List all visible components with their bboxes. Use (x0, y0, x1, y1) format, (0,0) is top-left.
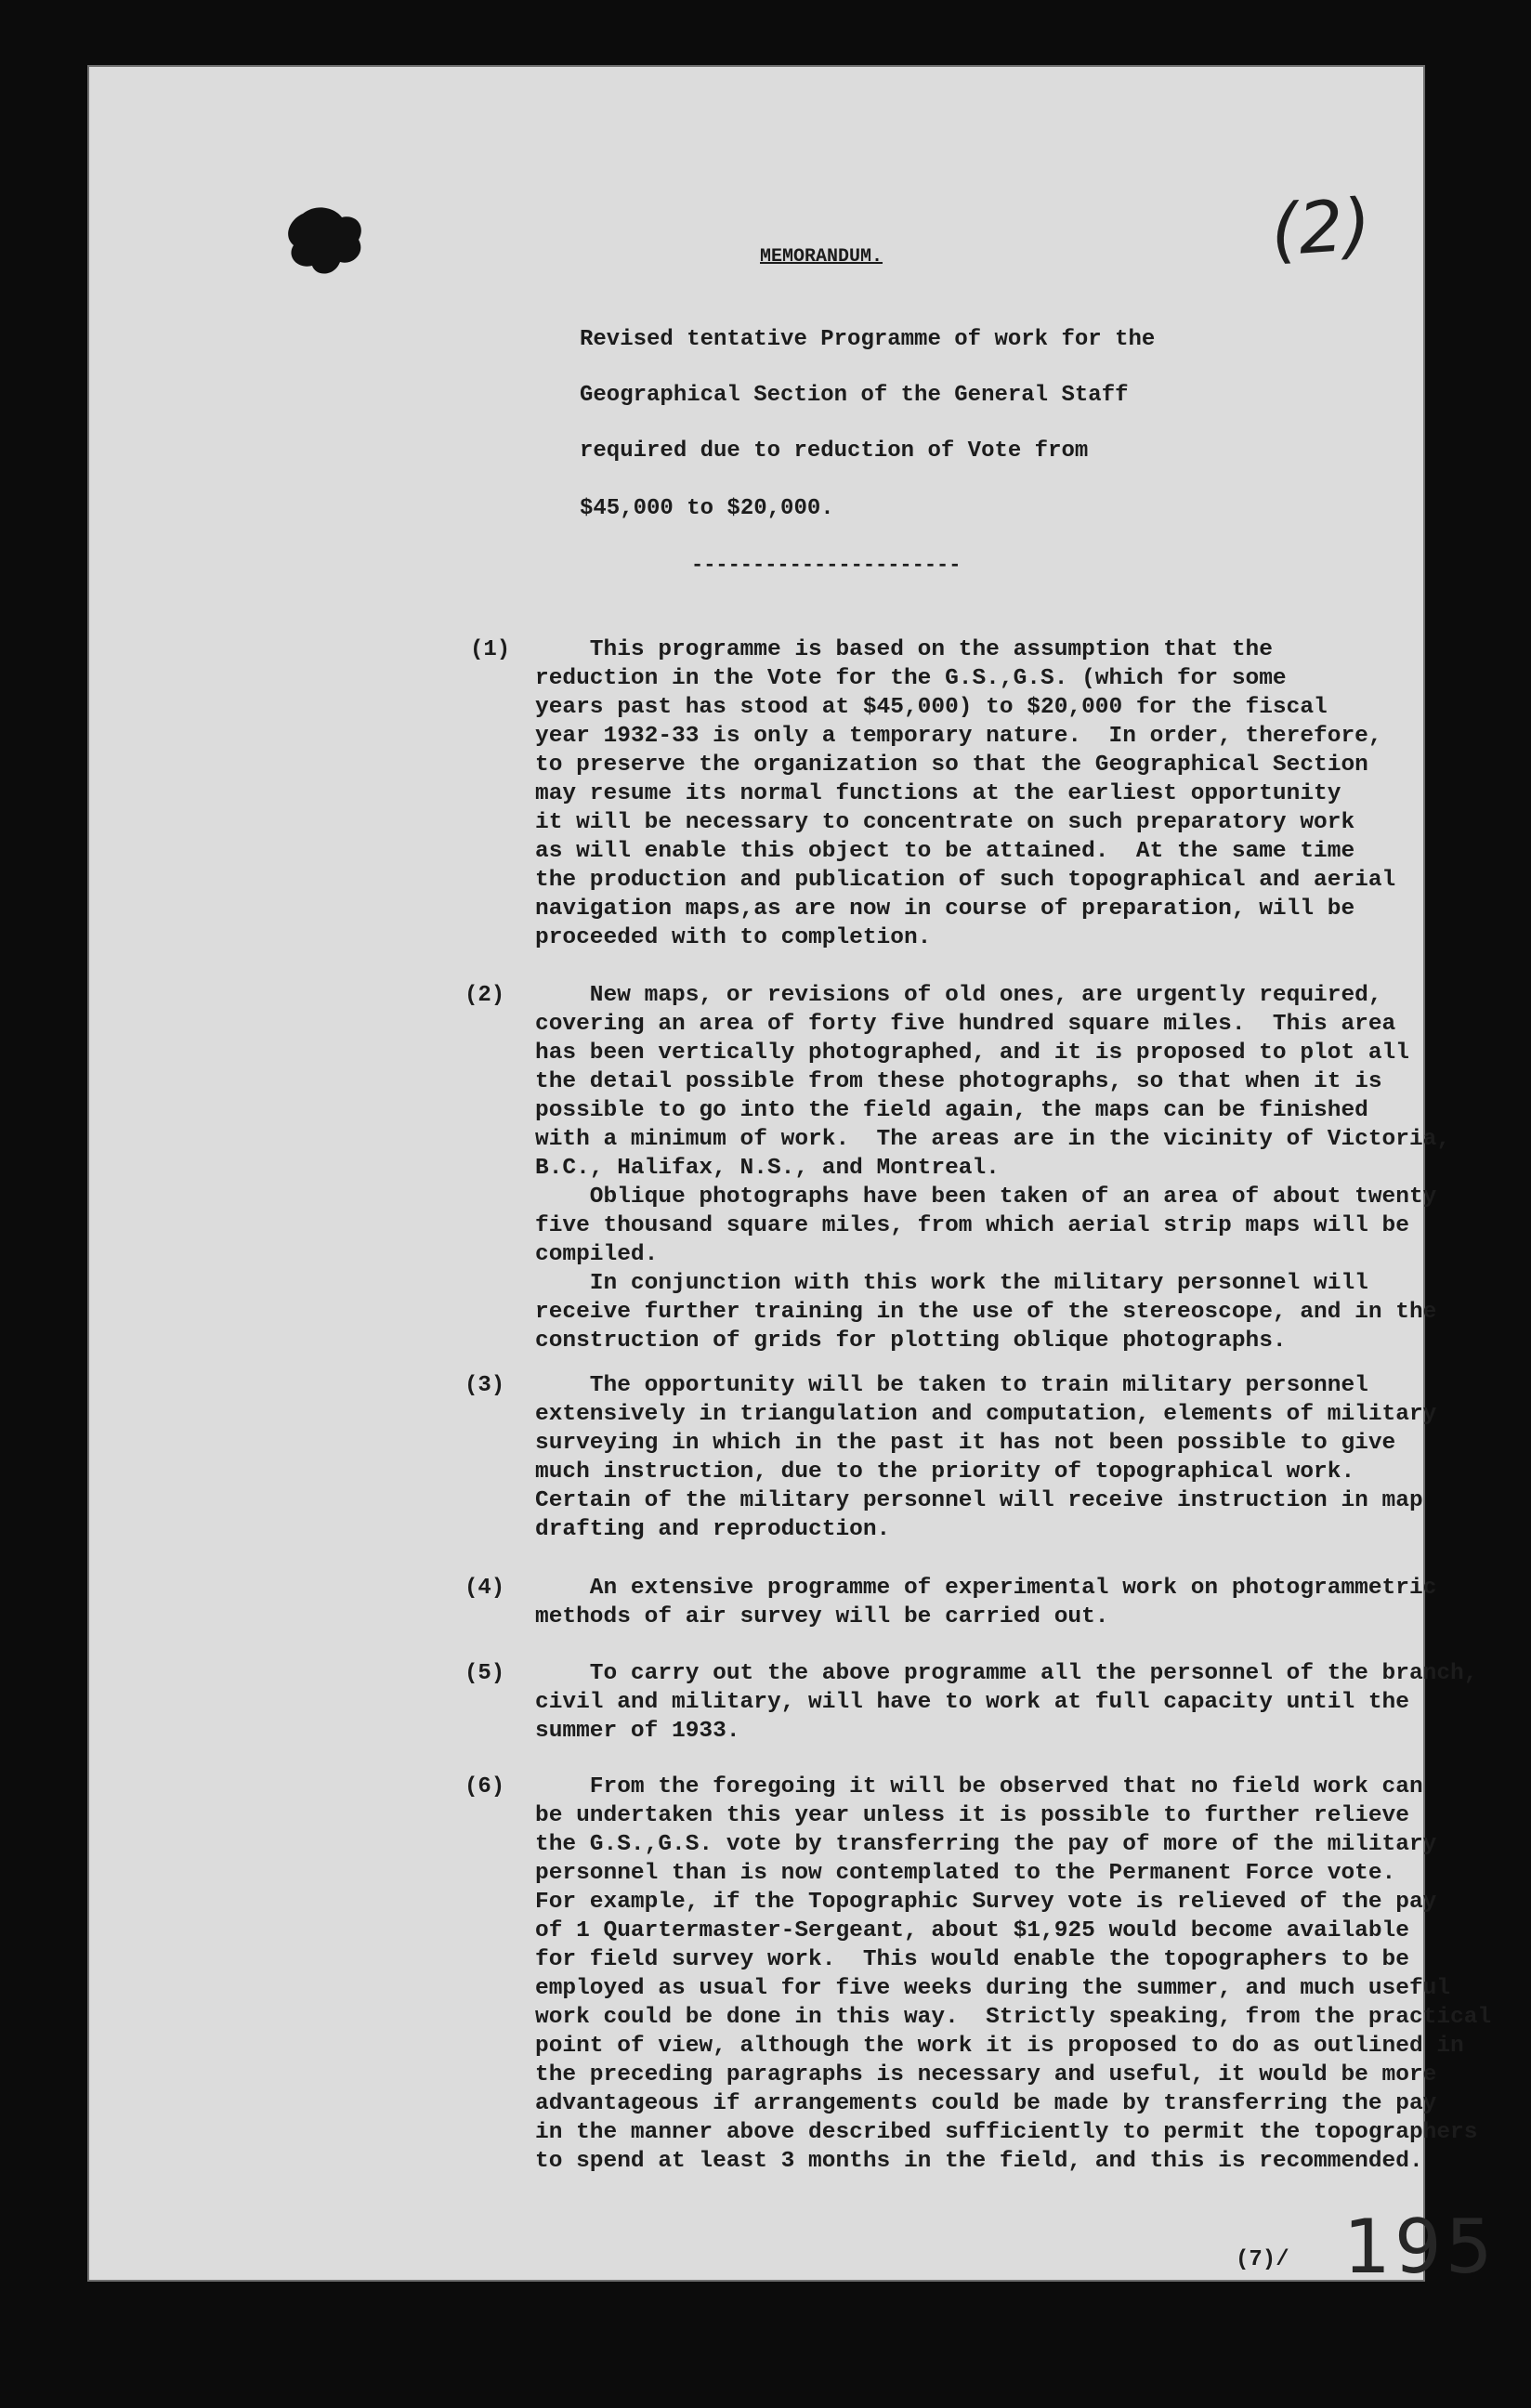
document-page (89, 67, 1497, 2290)
subject-line: Revised tentative Programme of work for the (580, 327, 1156, 352)
paragraph-text: From the foregoing it will be observed that no field work can be undertaken this year unless it is possible to further relieve the G.S.,G.S. vote by transferring the pay of more of the military personnel than is now contemplated to the Permanent Force vote. For example, if the Topographic Survey vote is relieved of the pay of 1 Quartermaster-Sergeant, about $1,925 would become available for field survey work. This would enable the topographers to be employed as usual for five weeks during the summer, and much useful work could be done in this way. Strictly speaking, from the practical point of view, although the work it is proposed to do as outlined in the preceding paragraphs is necessary and useful, it would be more advantageous if arrangements could be made by transferring the pay in the manner above described sufficiently to permit the topographers to spend at least 3 months in the field, and this is recommended. (535, 1774, 1492, 2174)
subject-line: $45,000 to $20,000. (580, 496, 834, 521)
paragraph-number: (5) (465, 1661, 505, 1686)
paragraph-text: New maps, or revisions of old ones, are urgently required, covering an area of forty five hundred square miles. This area has been vertically photographed, and it is proposed to plot all the detail possible from these photographs, so that when it is possible to go into the field again, the maps can be finished with a minimum of work. The areas are in the vicinity of Victoria, B.C., Halifax, N.S., and Montreal. Oblique photographs have been taken of an area of about twenty five thousand square miles, from which aerial strip maps will be compiled. In conjunction with this work the military personnel will receive further training in the use of the stereoscope, and in the construction of grids for plotting oblique photographs. (535, 983, 1451, 1354)
paragraph-number: (2) (465, 983, 505, 1008)
paragraph-number: (3) (465, 1373, 505, 1398)
paragraph-number: (6) (465, 1774, 505, 1799)
paragraph-text: An extensive programme of experimental work on photogrammetric methods of air survey will be carried out. (535, 1576, 1437, 1629)
paragraph-number: (1) (470, 637, 511, 662)
memo-title: MEMORANDUM. (760, 246, 883, 268)
ink-blot-mark (284, 204, 368, 279)
paragraph-text: To carry out the above programme all the personnel of the branch, civil and military, will have to work at full capacity until the summer of 1933. (535, 1661, 1478, 1744)
separator-rule: ---------------------- (691, 554, 962, 577)
paragraph-text: The opportunity will be taken to train military personnel extensively in triangulation and computation, elements of military surveying in which in the past it has not been possible to give much instruction, due to the priority of topographical work. Certain of the military personnel will receive instruction in map drafting and reproduction. (535, 1373, 1437, 1542)
subject-line: Geographical Section of the General Staff (580, 383, 1129, 408)
handwritten-folio-number: 195 (1343, 2204, 1497, 2290)
handwritten-page-number: (2) (1268, 182, 1374, 272)
paragraph-text: This programme is based on the assumption that the reduction in the Vote for the G.S.,G.S. (which for some years past has stood at $45,000) to $20,000 for the fiscal year 1932-33 is only a temporary nature. In order, therefore, to preserve the organization so that the Geographical Section may resume its normal functions at the earliest opportunity it will be necessary to concentrate on such preparatory work as will enable this object to be attained. At the same time the production and publication of such topographical and aerial navigation maps,as are now in course of preparation, will be proceeded with to completion. (535, 637, 1396, 950)
subject-line: required due to reduction of Vote from (580, 438, 1089, 464)
paragraph-number: (4) (465, 1576, 505, 1601)
continuation-reference: (7)/ (1236, 2247, 1289, 2272)
